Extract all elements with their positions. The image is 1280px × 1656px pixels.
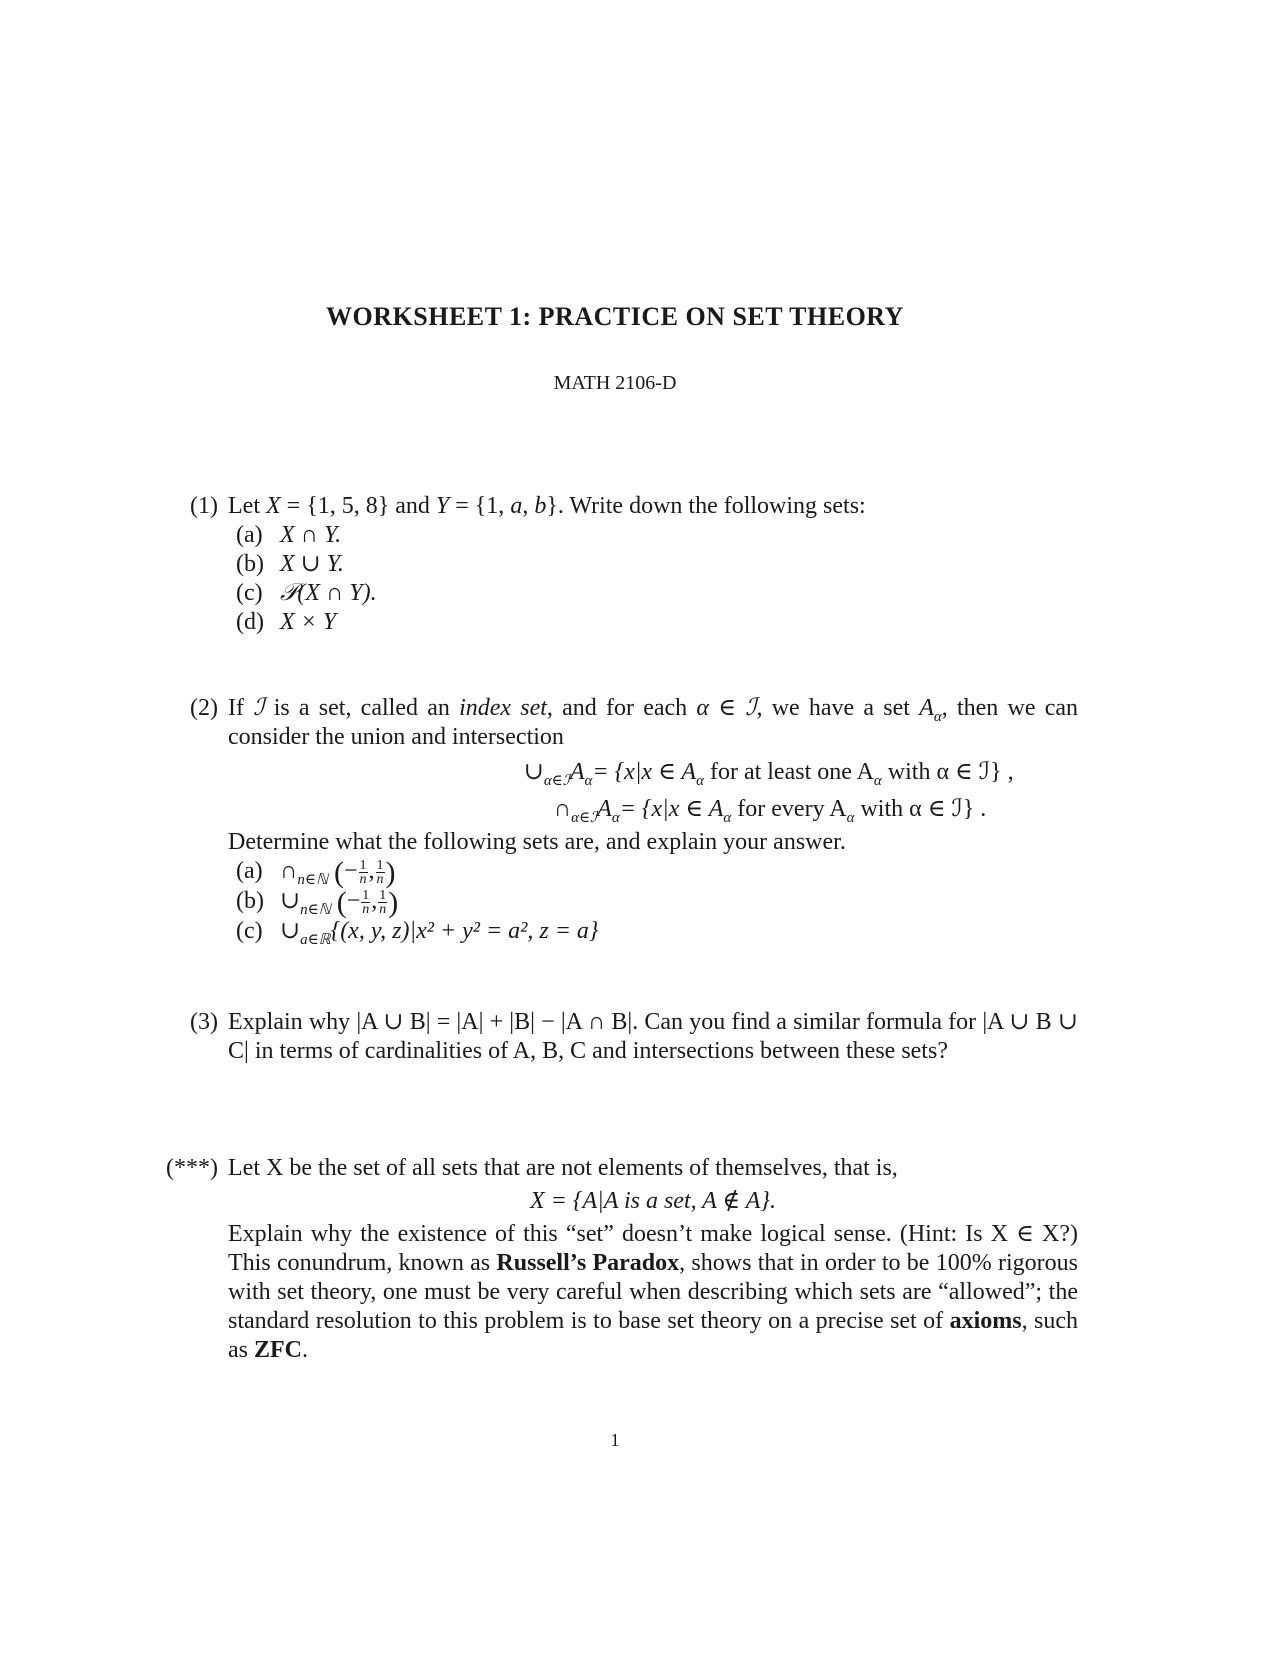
problem-number: (2) <box>190 695 218 721</box>
list-item: (d) X × Y <box>236 609 337 635</box>
problem-text: Explain why the existence of this “set” doesn’t make logical sense. (Hint: Is X ∈ X?) This conundrum, known as Russell’s Paradox, shows that in order to be 100% rigorous with set theory, one must be very careful when describing which sets are “allowed”; the standard resolution to this problem is to base set theory on a precise set of axioms, such as ZFC. <box>228 1221 1078 1363</box>
problem-number: (1) <box>190 493 218 519</box>
problem-1 <box>190 492 1078 637</box>
union-definition: $\cup_{\alpha\in ℐ}A_\alpha$ = {x|x ∈ $A_\alpha$ for at least one $A_\alpha$ with α ∈ ℐ} , <box>523 759 1014 789</box>
russell-set-definition: X = {A|A is a set, A ∉ A}. <box>530 1188 776 1214</box>
problem-intro: Let X be the set of all sets that are not elements of themselves, that is, <box>228 1155 898 1181</box>
problem-text: If ℐ is a set, called an index set, and for each α ∈ ℐ, we have a set $A_\alpha$, then we can consider the union and intersection <box>228 695 1078 750</box>
problem-2 <box>190 694 1078 948</box>
instruction: Determine what the following sets are, and explain your answer. <box>228 829 846 855</box>
page-number: 1 <box>610 1430 620 1450</box>
problem-number: (***) <box>166 1155 218 1181</box>
problem-text: Explain why |A ∪ B| = |A| + |B| − |A ∩ B|. Can you find a similar formula for |A ∪ B ∪ C| in terms of cardinalities of A, B, C and intersections between these sets? <box>228 1009 1078 1064</box>
list-item: (c) 𝒫(X ∩ Y). <box>236 580 377 606</box>
page-title: WORKSHEET 1: PRACTICE ON SET THEORY <box>326 302 904 331</box>
list-item: (b) X ∪ Y. <box>236 551 344 577</box>
problem-number: (3) <box>190 1009 218 1035</box>
problem-bonus <box>166 1154 1078 1365</box>
problem-text: Let X = {1, 5, 8} and Y = {1, a, b}. Write down the following sets: <box>228 493 866 519</box>
intersection-definition: $\cap_{\alpha\in ℐ}A_\alpha$ = {x|x ∈ $A_\alpha$ for every $A_\alpha$ with α ∈ ℐ} . <box>553 796 987 826</box>
list-item: (c) $\cup_{a\in ℝ}\{(x$, y, z)|x² + y² = a², z = a} <box>236 917 599 948</box>
list-item: (a) X ∩ Y. <box>236 522 342 548</box>
course-code: MATH 2106-D <box>553 372 677 394</box>
list-item: (a) $\cap_{n\in ℕ}$ (− $\frac{1}{n}$ , $\frac{1}{n}$ ) <box>236 855 396 889</box>
problem-3 <box>190 1008 1078 1066</box>
list-item: (b) $\cup_{n\in ℕ}$ (− $\frac{1}{n}$ , $\frac{1}{n}$ ) <box>236 885 399 919</box>
